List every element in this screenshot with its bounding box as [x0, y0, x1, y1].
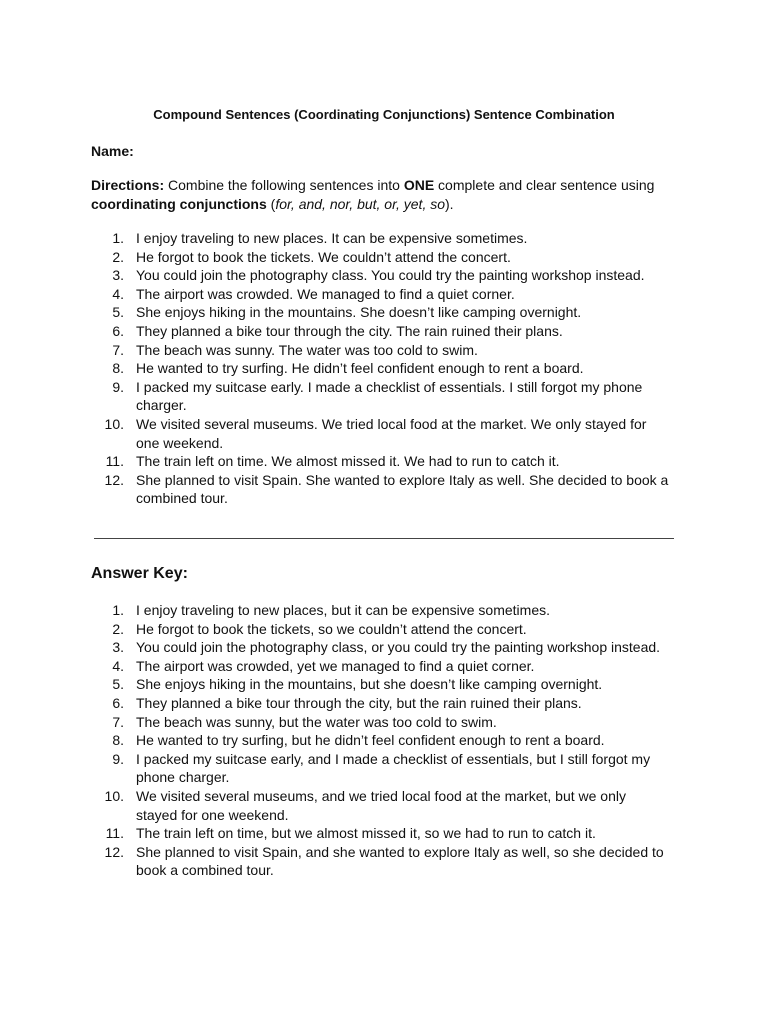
page-title: Compound Sentences (Coordinating Conjunctions) Sentence Combination: [153, 107, 615, 122]
list-item-number: 7.: [112, 341, 124, 358]
list-item-number: 5.: [112, 676, 124, 693]
list-item-number: 11.: [105, 825, 124, 842]
list-item-text: I packed my suitcase early, and I made a checklist of essentials, but I still forgot my phone charger.: [136, 750, 651, 786]
directions-text-2: complete and clear sentence using: [434, 177, 655, 193]
answer-item: [91, 713, 671, 732]
question-item: [91, 359, 671, 378]
list-item-number: 2.: [112, 248, 124, 265]
answer-key-heading: Answer Key:: [91, 565, 188, 582]
directions-text-1: Combine the following sentences into: [164, 177, 404, 193]
list-item-number: 6.: [112, 694, 124, 711]
question-item: [91, 285, 671, 304]
list-item-number: 5.: [112, 304, 124, 321]
question-list: [91, 229, 671, 508]
list-item-number: 1.: [112, 602, 124, 618]
answer-item: [91, 675, 671, 694]
list-item-text: We visited several museums, and we tried local food at the market, but we only stayed for one weekend.: [136, 787, 626, 823]
question-item: [91, 471, 671, 508]
list-item-number: 4.: [112, 657, 124, 674]
list-item-number: 12.: [104, 471, 124, 488]
question-item: [91, 266, 671, 285]
name-label: Name:: [91, 143, 134, 159]
directions-paragraph: [91, 176, 671, 214]
question-item: [91, 452, 671, 471]
list-item-number: 9.: [112, 750, 124, 767]
list-item-text: You could join the photography class. You could try the painting workshop instead.: [136, 267, 645, 284]
list-item-number: 6.: [112, 322, 124, 339]
list-item-text: He wanted to try surfing. He didn’t feel confident enough to rent a board.: [136, 360, 584, 377]
list-item-text: He wanted to try surfing, but he didn’t feel confident enough to rent a board.: [136, 732, 605, 749]
list-item-number: 2.: [112, 620, 124, 637]
list-item-text: He forgot to book the tickets. We couldn’t attend the concert.: [136, 248, 511, 265]
answer-item: [91, 824, 671, 843]
list-item-number: 8.: [112, 732, 124, 749]
answer-item: [91, 731, 671, 750]
list-item-text: They planned a bike tour through the city. The rain ruined their plans.: [136, 322, 563, 339]
list-item-text: The train left on time. We almost missed it. We had to run to catch it.: [136, 453, 560, 470]
list-item-text: We visited several museums. We tried local food at the market. We only stayed for one weekend.: [136, 415, 647, 451]
answer-item: [91, 750, 671, 787]
directions-one-emphasis: ONE: [403, 177, 435, 193]
list-item-number: 7.: [112, 713, 124, 730]
list-item-number: 3.: [112, 267, 124, 284]
list-item-text: You could join the photography class, or you could try the painting workshop instead.: [136, 639, 661, 656]
list-item-text: I enjoy traveling to new places. It can be expensive sometimes.: [136, 230, 528, 246]
answer-item: [91, 657, 671, 676]
answer-item: [91, 620, 671, 639]
list-item-text: She planned to visit Spain. She wanted to explore Italy as well. She decided to book a combined tour.: [136, 471, 669, 507]
answer-item: [91, 694, 671, 713]
answer-item: [91, 601, 671, 620]
answer-item: [91, 843, 671, 880]
list-item-number: 11.: [105, 453, 124, 470]
question-item: [91, 378, 671, 415]
list-item-text: He forgot to book the tickets, so we couldn’t attend the concert.: [136, 620, 527, 637]
list-item-number: 8.: [112, 360, 124, 377]
list-item-text: The train left on time, but we almost missed it, so we had to run to catch it.: [136, 825, 596, 842]
answer-item: [91, 638, 671, 657]
question-item: [91, 248, 671, 267]
list-item-text: I packed my suitcase early. I made a checklist of essentials. I still forgot my phone charger.: [136, 378, 643, 414]
directions-conjunction-list: for, and, nor, but, or, yet, so: [275, 196, 446, 212]
list-item-text: I enjoy traveling to new places, but it can be expensive sometimes.: [136, 602, 550, 618]
list-item-text: They planned a bike tour through the city, but the rain ruined their plans.: [136, 694, 582, 711]
directions-label: Directions:: [91, 177, 165, 193]
question-item: [91, 229, 671, 248]
list-item-text: She enjoys hiking in the mountains. She doesn’t like camping overnight.: [136, 304, 582, 321]
list-item-text: The airport was crowded. We managed to find a quiet corner.: [136, 285, 515, 302]
answer-item: [91, 787, 671, 824]
list-item-text: The beach was sunny, but the water was too cold to swim.: [136, 713, 497, 730]
list-item-text: The airport was crowded, yet we managed to find a quiet corner.: [136, 657, 535, 674]
list-item-number: 3.: [112, 639, 124, 656]
list-item-text: She planned to visit Spain, and she wanted to explore Italy as well, so she decided to book a combined tour.: [136, 843, 664, 879]
section-divider: [94, 538, 674, 539]
list-item-number: 1.: [112, 230, 124, 246]
list-item-number: 4.: [112, 285, 124, 302]
question-item: [91, 322, 671, 341]
directions-coordinating-emphasis: coordinating conjunctions: [91, 196, 267, 212]
question-item: [91, 341, 671, 360]
list-item-number: 9.: [112, 378, 124, 395]
question-item: [91, 415, 671, 452]
list-item-text: The beach was sunny. The water was too cold to swim.: [136, 341, 478, 358]
list-item-text: She enjoys hiking in the mountains, but she doesn’t like camping overnight.: [136, 676, 603, 693]
answer-list: [91, 601, 671, 880]
list-item-number: 10.: [104, 787, 124, 804]
question-item: [91, 303, 671, 322]
directions-paren-close: ).: [445, 196, 454, 212]
directions-paren-open: (: [266, 196, 276, 212]
list-item-number: 10.: [104, 415, 124, 432]
list-item-number: 12.: [104, 843, 124, 860]
